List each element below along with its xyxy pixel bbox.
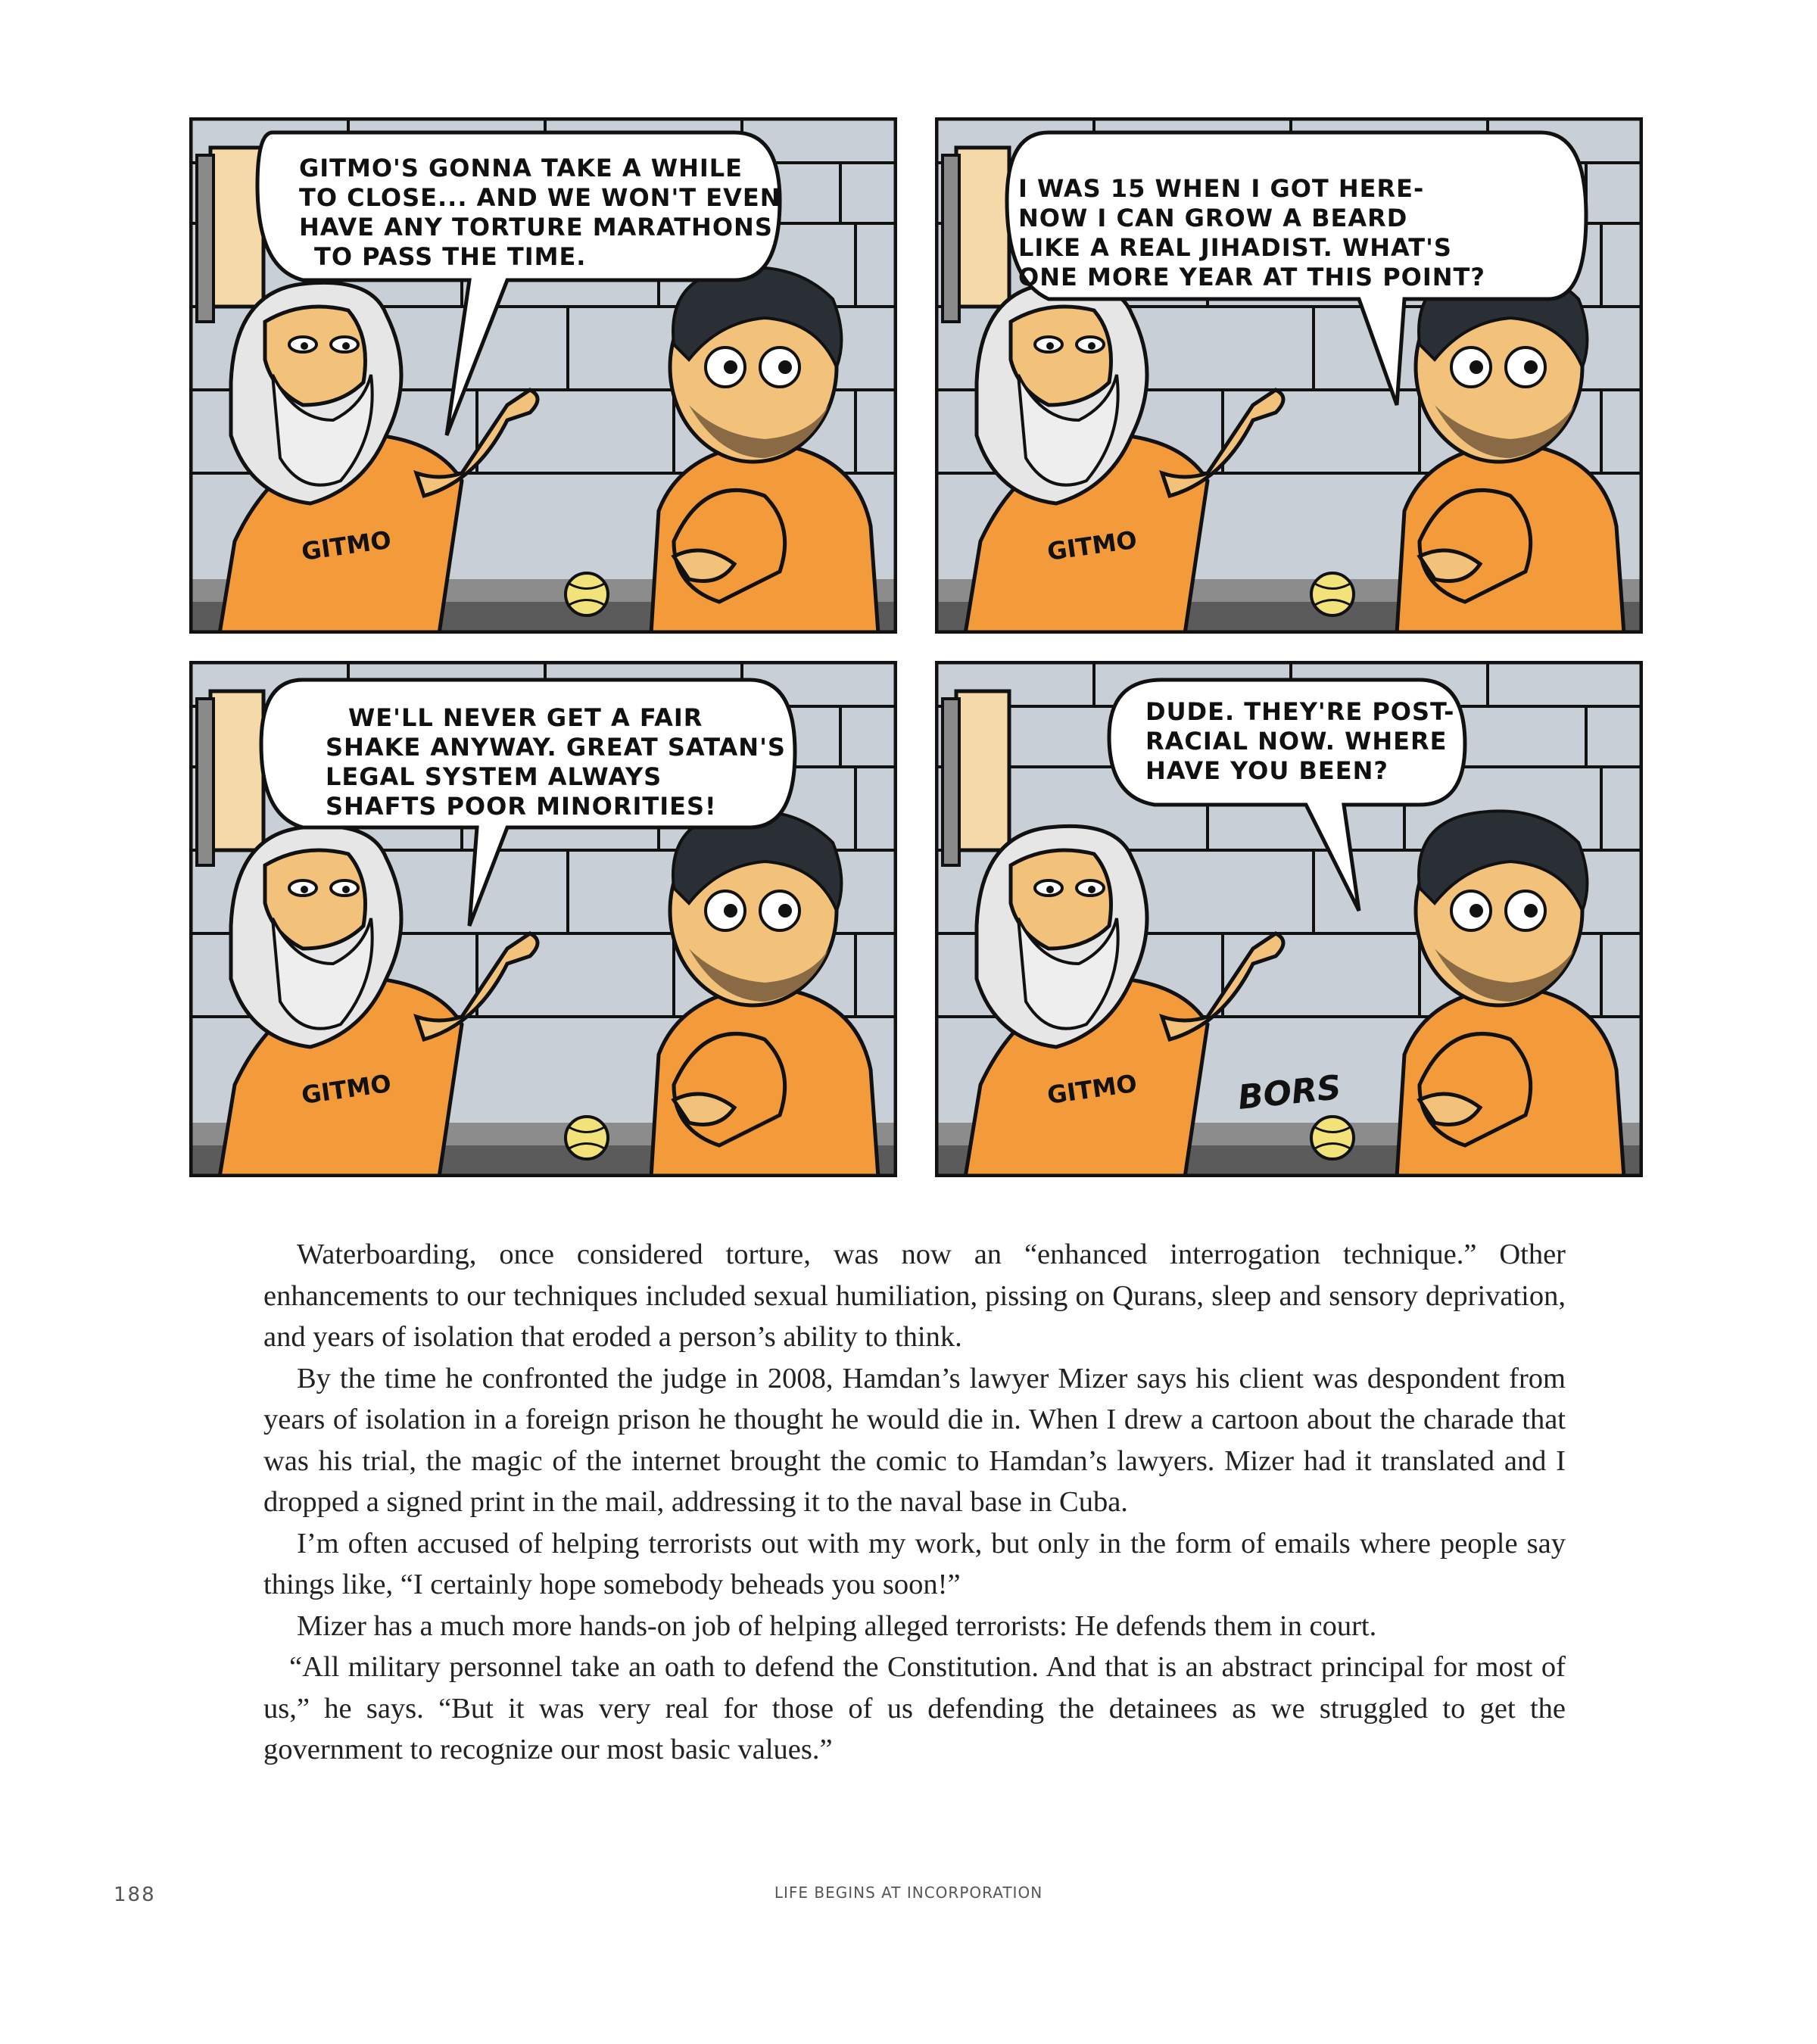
- bubble-2-line-3a: LIKE A: [1018, 233, 1110, 262]
- paragraph-4: Mizer has a much more hands-on job of helping alleged terrorists: He defends them in court.: [297, 1609, 1377, 1642]
- shirt-label-3: GITMO: [299, 1068, 394, 1110]
- bubble-2-line-1: I WAS 15 WHEN I GOT HERE-: [1018, 174, 1425, 203]
- bubble-3-line-4: SHAFTS POOR MINORITIES!: [326, 792, 717, 821]
- bubble-2-emphasis: REAL: [1119, 233, 1192, 262]
- paragraph-2: By the time he confronted the judge in 2008, Hamdan’s lawyer Mizer says his client was despondent from years of isolation in a foreign prison he thought he would die in. When I drew a cartoon about the charade that was his trial, the magic of the internet brought the comic to Hamdan’s lawyers. Mizer had it translated and I dropped a signed print in the mail, addressing it to the naval base in Cuba.: [263, 1362, 1566, 1518]
- body-text: [263, 1234, 1566, 1771]
- paragraph-1: Waterboarding, once considered torture, was now an “enhanced interrogation technique.” Other enhancements to our techniques included sexual humiliation, pissing on Qurans, sleep and sensory deprivation, and years of isolation that eroded a person’s ability to think.: [263, 1239, 1566, 1353]
- bubble-3-line-1: WE'LL NEVER GET A FAIR: [348, 703, 703, 732]
- bubble-2-line-3b: JIHADIST. WHAT'S: [1200, 233, 1452, 262]
- bubble-2-line-3: [1018, 233, 1485, 263]
- bubble-1-line-3: HAVE ANY TORTURE MARATHONS: [299, 213, 773, 241]
- speech-bubble-3: [326, 703, 786, 821]
- shirt-label-1: GITMO: [299, 525, 394, 566]
- shirt-label-2: GITMO: [1045, 525, 1139, 566]
- paragraph-3: I’m often accused of helping terrorists out with my work, but only in the form of emails where people say things like, “I certainly hope somebody beheads you soon!”: [263, 1527, 1566, 1600]
- bubble-3-line-3a: LEGAL SYSTEM: [326, 762, 539, 791]
- bubble-2-line-4: ONE MORE YEAR AT THIS POINT?: [1018, 263, 1485, 291]
- speech-bubble-4: [1145, 697, 1454, 786]
- comic-panel-1: [189, 117, 897, 634]
- bubble-4-line-3: HAVE YOU BEEN?: [1145, 756, 1388, 785]
- bubble-1-line-1: GITMO'S GONNA TAKE A WHILE: [299, 154, 743, 182]
- bubble-2-line-2: NOW I CAN GROW A BEARD: [1018, 204, 1408, 232]
- bubble-3-emphasis: ALWAYS: [547, 762, 662, 791]
- shirt-label-4: GITMO: [1045, 1068, 1139, 1110]
- artist-signature: BORS: [1236, 1068, 1343, 1117]
- speech-bubble-2: [1018, 174, 1485, 292]
- bubble-4-line-1: DUDE. THEY'RE POST-: [1145, 697, 1455, 726]
- bubble-4-line-2: RACIAL NOW. WHERE: [1145, 727, 1448, 756]
- bubble-1-line-4: TO PASS THE TIME.: [314, 242, 587, 271]
- comic-panel-2: [935, 117, 1643, 634]
- paragraph-5: “All military personnel take an oath to defend the Constitution. And that is an abstract principal for most of us,” he says. “But it was very real for those of us defending the detainees as we struggled to get the government to recognize our most basic values.”: [263, 1651, 1566, 1765]
- bubble-3-line-2: SHAKE ANYWAY. GREAT SATAN'S: [326, 733, 786, 762]
- bubble-3-line-3: [326, 762, 786, 792]
- speech-bubble-1: [299, 154, 781, 272]
- running-head: LIFE BEGINS AT INCORPORATION: [774, 1884, 1043, 1902]
- comic-strip: [189, 117, 1643, 1177]
- page-number: 188: [114, 1884, 156, 1906]
- comic-panel-4: [935, 661, 1643, 1177]
- bubble-1-line-2: TO CLOSE... AND WE WON'T EVEN: [299, 183, 781, 212]
- comic-panel-3: [189, 661, 897, 1177]
